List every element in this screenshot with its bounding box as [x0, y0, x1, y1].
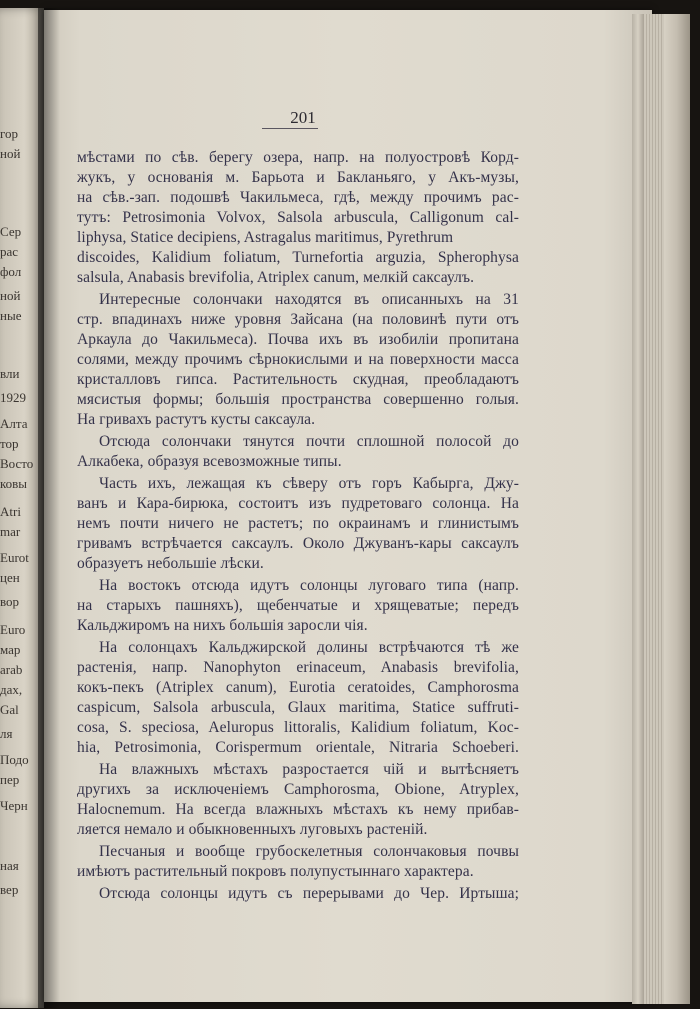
left-fragment: вор: [0, 594, 20, 609]
text-line: Отсюда солончаки тянутся почти сплошной полосой до: [99, 433, 519, 450]
left-fragment: Atri: [0, 504, 21, 519]
text-line: cosa, S. speciosa, Aeluropus littoralis, Kalidium foliatum, Koc-: [77, 719, 519, 736]
left-fragment: ной: [0, 288, 21, 303]
text-line: discoides, Kalidium foliatum, Turnefortia arguzia, Spherophysa: [77, 249, 519, 266]
left-fragment: Черн: [0, 798, 28, 813]
text-line: образуетъ небольшіе лѣски.: [77, 555, 264, 572]
text-line: Песчаныя и вообще грубоскелетныя солончаковыя почвы: [99, 843, 519, 860]
text-line: ляется немало и обыкновенныхъ луговыхъ растеній.: [77, 821, 428, 838]
text-line: жукъ, у основанія м. Барьота и Бакланьяго, у Акъ-музы,: [77, 169, 519, 186]
left-fragment: ля: [0, 726, 13, 741]
text-line: Аркаула до Чакильмеса). Почва ихъ въ изобиліи пропитана: [77, 331, 519, 348]
left-fragment: Подо: [0, 752, 29, 767]
left-fragment: вер: [0, 882, 19, 897]
left-fragment: Eurot: [0, 550, 29, 565]
text-line: гривамъ встрѣчается саксаулъ. Около Джуванъ-кары саксаулъ: [77, 535, 519, 552]
left-fragment: Gal: [0, 702, 19, 717]
text-line: Отсюда солонцы идутъ съ перерывами до Чер. Иртыша;: [99, 885, 519, 902]
facing-left-page: [0, 8, 44, 1008]
text-line: Интересные солончаки находятся въ описанныхъ на 31: [99, 291, 519, 308]
page-stack-edge: [664, 14, 690, 1004]
page-stack-edge: [632, 14, 644, 1004]
left-fragment: гор: [0, 126, 19, 141]
left-fragment: Восто: [0, 456, 34, 471]
text-line: caspicum, Salsola arbuscula, Glaux maritima, Statice suffruti-: [77, 699, 519, 716]
text-line: hia, Petrosimonia, Corispermum orientale, Nitraria Schoeberi.: [77, 739, 519, 756]
text-line: На гривахъ растутъ кусты саксаула.: [77, 411, 316, 428]
left-fragment: рас: [0, 244, 19, 259]
text-line: другихъ за исключеніемъ Camphorosma, Obione, Atryplex,: [77, 781, 519, 798]
text-line: ванъ и Кара-бирюка, состоитъ изъ пудретоваго солонца. На: [77, 495, 519, 512]
text-line: На востокъ отсюда идутъ солонцы луговаго типа (напр.: [99, 577, 519, 594]
text-line: солями, между прочимъ сѣрнокислыми и на поверхности масса: [77, 351, 519, 368]
text-line: имѣютъ растительный покровъ полупустыннаго характера.: [77, 863, 474, 880]
text-line: тутъ: Petrosimonia Volvox, Salsola arbuscula, Calligonum cal-: [77, 209, 519, 226]
left-fragment: цен: [0, 570, 20, 585]
text-line: немъ почти ничего не растетъ; по окраинамъ и глинистымъ: [77, 515, 519, 532]
text-line: Алкабека, образуя всевозможные типы.: [77, 453, 342, 470]
text-line: Кальджиромъ на нихъ большія заросли чія.: [77, 617, 368, 634]
left-fragment: фол: [0, 264, 22, 279]
left-fragment: ные: [0, 308, 22, 323]
left-fragment: arab: [0, 662, 23, 677]
left-fragment: ковы: [0, 476, 28, 491]
text-line: стр. впадинахъ ниже уровня Зайсана (на половинѣ пути отъ: [77, 311, 519, 328]
left-fragment: дах,: [0, 682, 23, 697]
left-fragment: mar: [0, 524, 21, 539]
left-fragment: вли: [0, 366, 20, 381]
text-line: На солонцахъ Кальджирской долины встрѣчаются тѣ же: [99, 639, 519, 656]
text-line: мѣстами по сѣв. берегу озера, напр. на полуостровѣ Корд-: [77, 149, 519, 166]
left-fragment: Алта: [0, 416, 28, 431]
page-number: 201: [290, 108, 316, 127]
text-line: кокъ-пекъ (Atriplex canum), Eurotia ceratoides, Camphorosma: [77, 679, 519, 696]
left-fragment: 1929: [0, 390, 26, 405]
text-line: Часть ихъ, лежащая къ сѣверу отъ горъ Кабырга, Джу-: [99, 475, 519, 492]
text-line: растенія, напр. Nanophyton erinaceum, Anabasis brevifolia,: [77, 659, 519, 676]
left-fragment: тор: [0, 436, 19, 451]
page-stack-edge: [644, 14, 664, 1004]
left-fragment: мар: [0, 642, 21, 657]
text-line: На влажныхъ мѣстахъ разростается чій и вытѣсняетъ: [99, 761, 519, 778]
left-fragment: Euro: [0, 622, 26, 637]
text-line: кристалловъ гипса. Растительность скудная, преобладаютъ: [77, 371, 519, 388]
left-fragment: пер: [0, 772, 20, 787]
left-fragment: ной: [0, 146, 21, 161]
text-line: на старыхъ пашняхъ), щебенчатые и хрящеватые; передъ: [77, 597, 519, 614]
page-number-rule: [262, 128, 318, 129]
left-fragment: ная: [0, 858, 19, 873]
text-line: salsula, Anabasis brevifolia, Atriplex canum, мелкій саксаулъ.: [77, 269, 475, 286]
text-line: мясистыя формы; большія пространства совершенно голыя.: [77, 391, 519, 408]
text-line: на сѣв.-зап. подошвѣ Чакильмеса, гдѣ, между прочимъ рас-: [77, 189, 519, 206]
text-line: Halocnemum. На всегда влажныхъ мѣстахъ къ нему прибав-: [77, 801, 519, 818]
text-line: liphysa, Statice decipiens, Astragalus maritimus, Pyrethrum: [77, 229, 454, 246]
left-fragment: Сер: [0, 224, 22, 239]
